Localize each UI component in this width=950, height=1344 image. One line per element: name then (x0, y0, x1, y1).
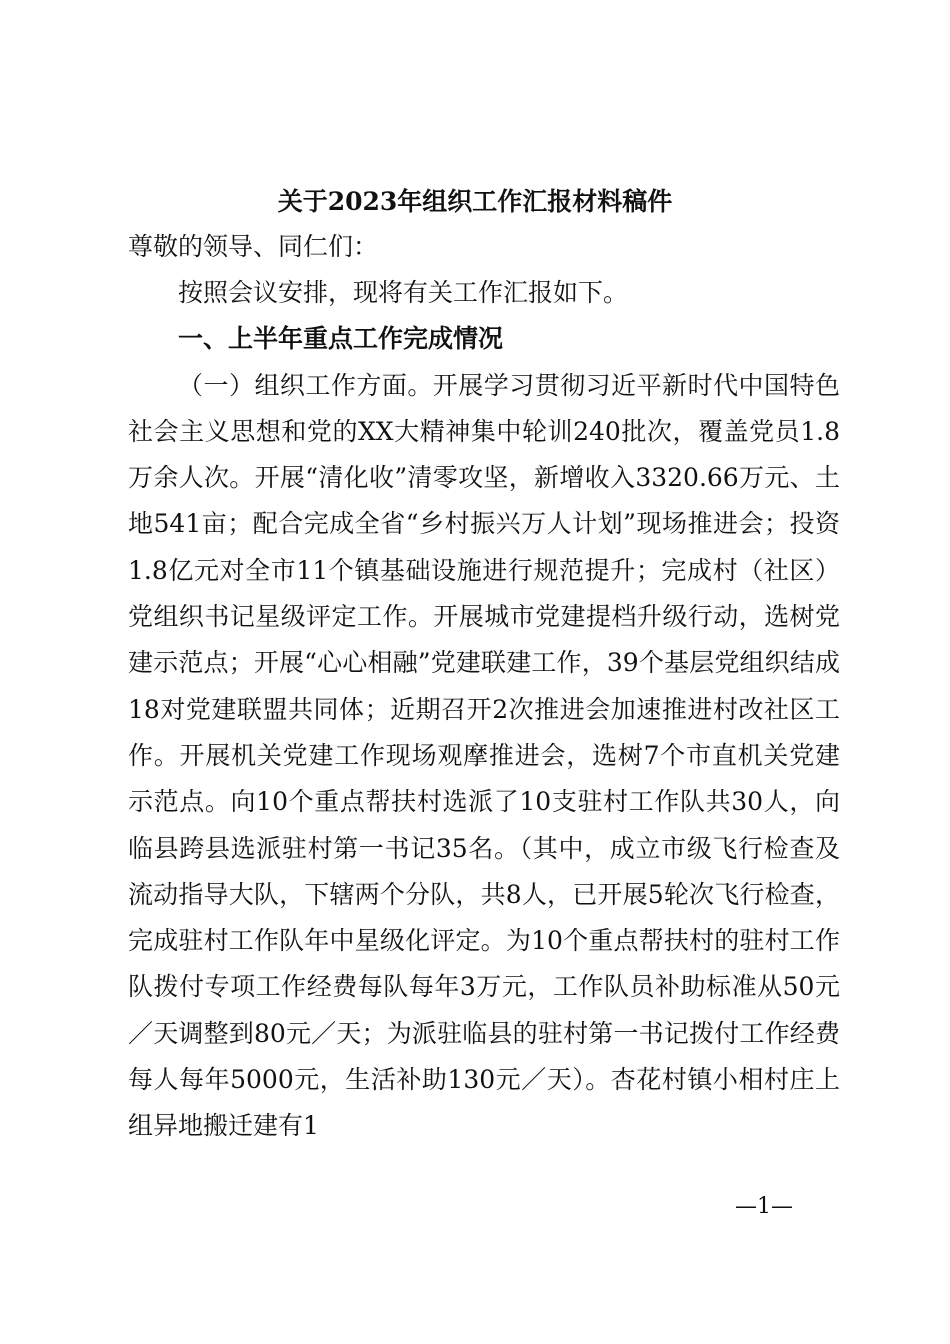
body-paragraph: （一）组织工作方面。开展学习贯彻习近平新时代中国特色社会主义思想和党的XX大精神集中轮训240批次，覆盖党员1.8万余人次。开展“清化收”清零攻坚，新增收入3320.66万元、土地541亩；配合完成全省“乡村振兴万人计划”现场推进会；投资1.8亿元对全市11个镇基础设施进行规范提升；完成村（社区）党组织书记星级评定工作。开展城市党建提档升级行动，选树党建示范点；开展“心心相融”党建联建工作，39个基层党组织结成18对党建联盟共同体；近期召开2次推进会加速推进村改社区工作。开展机关党建工作现场观摩推进会，选树7个市直机关党建示范点。向10个重点帮扶村选派了10支驻村工作队共30人，向临县跨县选派驻村第一书记35名。（其中，成立市级飞行检查及流动指导大队，下辖两个分队，共8人，已开展5轮次飞行检查，完成驻村工作队年中星级化评定。为10个重点帮扶村的驻村工作队拨付专项工作经费每队每年3万元，工作队员补助标准从50元／天调整到80元／天；为派驻临县的驻村第一书记拨付工作经费每人每年5000元，生活补助130元／天）。杏花村镇小相村庄上组异地搬迁建有1 (128, 370, 840, 1141)
document-title: 关于2023年组织工作汇报材料稿件 (277, 187, 673, 216)
page-number: —1— (735, 1194, 793, 1219)
section-heading: 一、上半年重点工作完成情况 (178, 324, 504, 354)
intro-paragraph: 按照会议安排，现将有关工作汇报如下。 (178, 278, 629, 307)
document-body (128, 270, 840, 1150)
salutation: 尊敬的领导、同仁们： (128, 232, 379, 261)
